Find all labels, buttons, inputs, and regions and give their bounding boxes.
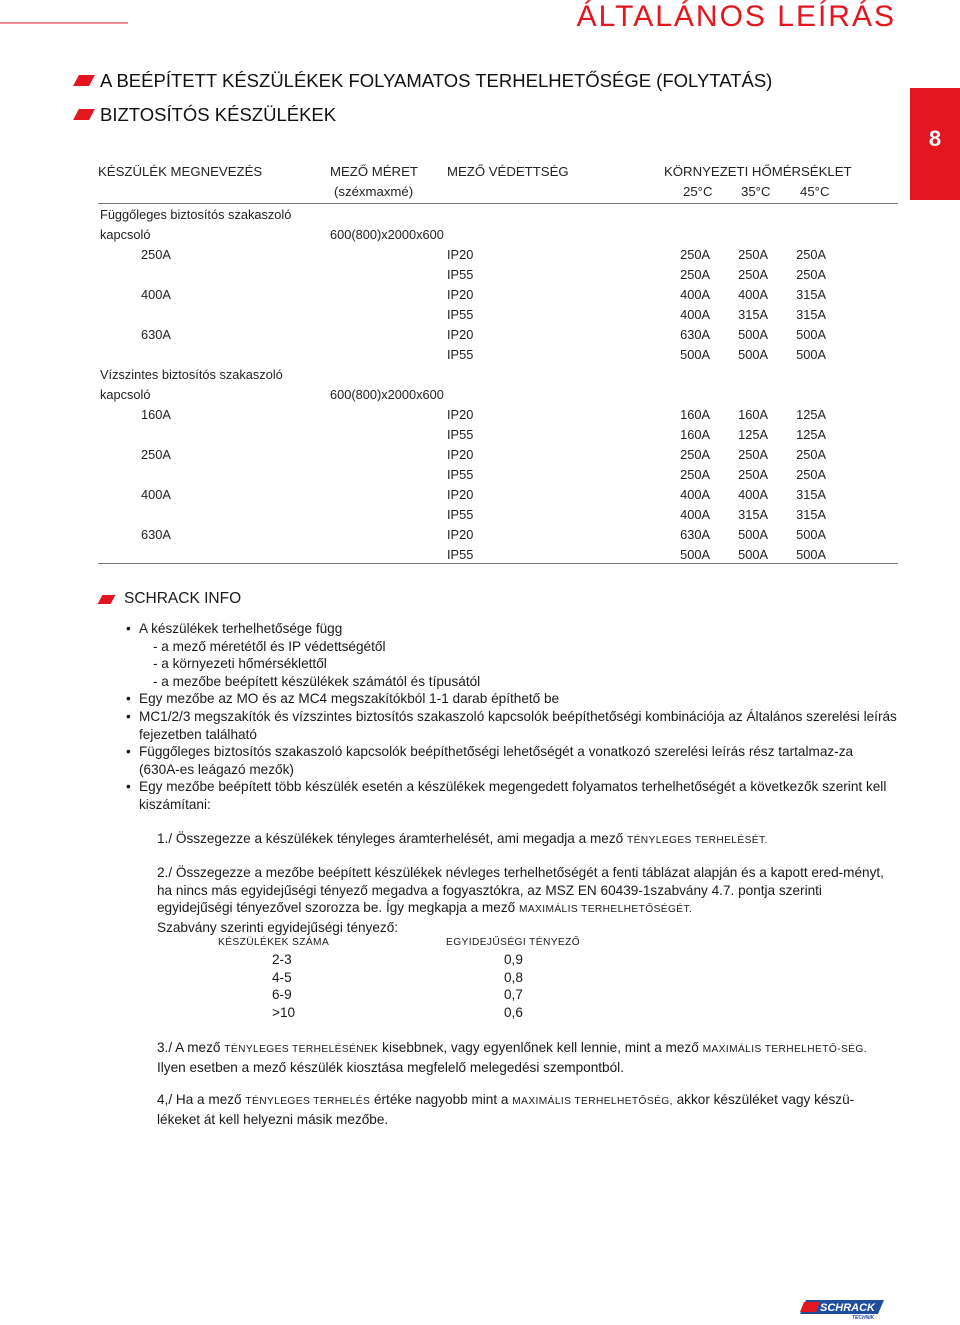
factor-value-cell: 0,8 [504,969,523,985]
value-35c-cell: 250A [738,447,768,462]
col-35c-header: 35°C [741,184,771,199]
list-item: • Egy mezőbe az MO és az MC4 megszakítókból 1-1 darab építhető be [126,691,560,707]
sub-item: - a környezeti hőmérséklettől [153,656,327,672]
ip-cell: IP55 [447,267,474,282]
value-25c-cell: 400A [680,287,710,302]
step-4: 4,/ Ha a mező TÉNYLEGES TERHELÉS értéke nagyobb mint a MAXIMÁLIS TERHELHETŐSÉG, akkor készüléket vagy készü-lékeket át kell helyezni másik mezőbe. [157,1092,855,1127]
factor-count-cell: 2-3 [272,952,292,967]
sub-item: - a mező méretétől és IP védettségétől [153,638,386,654]
value-25c-cell: 250A [680,467,710,482]
ip-cell: IP20 [447,287,474,302]
red-bullet-icon [73,75,95,86]
list-item: • Egy mezőbe beépített több készülék esetén a készülékek megengedett folyamatos terhelhetőségét a következők szerint kell kiszámítani: [126,779,887,812]
rating-cell: 250A [141,447,171,462]
group-name: Függőleges biztosítós szakaszoló [100,207,292,222]
field-size: 600(800)x2000x600 [330,227,444,242]
group-name-cont: kapcsoló [100,227,151,242]
value-35c-cell: 400A [738,487,768,502]
section-subtitle: BIZTOSÍTÓS KÉSZÜLÉKEK [100,104,336,126]
section-title: A BEÉPÍTETT KÉSZÜLÉKEK FOLYAMATOS TERHELHETŐSÉGE (FOLYTATÁS) [100,70,772,92]
value-35c-cell: 500A [738,347,768,362]
value-25c-cell: 630A [680,527,710,542]
factor-value-cell: 0,7 [504,987,523,1002]
rating-cell: 160A [141,407,171,422]
ip-cell: IP55 [447,427,474,442]
value-25c-cell: 400A [680,507,710,522]
factor-count-cell: 6-9 [272,987,292,1002]
value-35c-cell: 125A [738,427,768,442]
sub-item: - a mezőbe beépített készülékek számától és típusától [153,673,481,689]
factor-value-header: EGYIDEJŰSÉGI TÉNYEZŐ [446,937,581,948]
info-title: SCHRACK INFO [124,590,241,608]
rating-cell: 250A [141,247,171,262]
field-size: 600(800)x2000x600 [330,387,444,402]
schrack-logo-icon [800,1298,884,1320]
factor-count-cell: >10 [272,1004,296,1020]
col-temp-header: KÖRNYEZETI HŐMÉRSÉKLET [664,164,852,179]
col-25c-header: 25°C [683,184,713,199]
chapter-number: 8 [928,126,942,151]
value-45c-cell: 500A [796,327,826,342]
ip-cell: IP55 [447,507,474,522]
group-name-cont: kapcsoló [100,387,151,402]
value-35c-cell: 160A [738,407,768,422]
svg-text:SCHRACK: SCHRACK [820,1302,875,1314]
ip-cell: IP55 [447,307,474,322]
factor-count-header: KÉSZÜLÉKEK SZÁMA [218,937,330,948]
value-45c-cell: 250A [796,247,826,262]
value-45c-cell: 500A [796,547,826,562]
value-45c-cell: 125A [796,407,826,422]
chapter-tab [910,88,960,200]
col-45c-header: 45°C [800,184,830,199]
factor-value-cell: 0,6 [504,1004,523,1020]
value-45c-cell: 250A [796,467,826,482]
value-25c-cell: 630A [680,327,710,342]
value-25c-cell: 400A [680,487,710,502]
value-25c-cell: 500A [680,347,710,362]
value-45c-cell: 315A [796,307,826,322]
value-25c-cell: 400A [680,307,710,322]
group-name: Vízszintes biztosítós szakaszoló [100,367,283,382]
list-item: • A készülékek terhelhetősége függ - a mező méretétől és IP védettségétől - a környezeti hőmérséklettől - a mezőbe beépített készülékek számától és típusától [127,620,897,690]
table-bottom-rule [98,563,898,564]
value-35c-cell: 250A [738,467,768,482]
header-rule [0,22,128,24]
value-35c-cell: 500A [738,527,768,542]
value-45c-cell: 500A [796,527,826,542]
value-45c-cell: 250A [796,267,826,282]
step-1: 1./ Összegezze a készülékek tényleges áramterhelését, ami megadja a mező TÉNYLEGES TERHELÉSÉT. [157,831,768,846]
value-35c-cell: 500A [738,327,768,342]
value-35c-cell: 250A [738,247,768,262]
rating-cell: 630A [141,327,171,342]
value-45c-cell: 500A [796,347,826,362]
value-25c-cell: 250A [680,267,710,282]
value-35c-cell: 315A [738,307,768,322]
svg-text:TECHNIK: TECHNIK [852,1315,875,1320]
value-35c-cell: 400A [738,287,768,302]
ip-cell: IP20 [447,407,474,422]
value-25c-cell: 250A [680,247,710,262]
list-item: • MC1/2/3 megszakítók és vízszintes biztosítós szakaszoló kapcsolók beépíthetőségi kombinációja az Általános szerelési leírás fejezetben található [126,708,897,742]
list-item: • Függőleges biztosítós szakaszoló kapcsolók beépíthetőségi lehetőségét a vonatkozó szerelési leírás rész tartalmaz-za (630A-es leágazó mezők) [126,744,854,777]
table-header-rule [98,203,898,204]
value-35c-cell: 250A [738,267,768,282]
ip-cell: IP55 [447,347,474,362]
ip-cell: IP55 [447,467,474,482]
col-size-header: MEZŐ MÉRET [330,164,418,179]
value-45c-cell: 315A [796,287,826,302]
rating-cell: 400A [141,487,171,502]
step-2: 2./ Összegezze a mezőbe beépített készülékek névleges terhelhetőségét a fenti táblázat alapján és a kapott ered-ményt, ha nincs más egyidejűségi tényező megadva a fogyasztókra, az MSZ EN 60439-1szabvány 4.7. pontja szerinti egyidejűségi tényezővel szorozza be. Így megkapja a mező MAXIMÁLIS TERHELHETŐSÉGÉT. Szabvány szerinti egyidejűségi tényező: [157,865,884,935]
step-3: 3./ A mező TÉNYLEGES TERHELÉSÉNEK kisebbnek, vagy egyenlőnek kell lennie, mint a mező MAXIMÁLIS TERHELHETŐ-SÉG. Ilyen esetben a mező készülék kiosztása megfelelő melegedési szempontból. [157,1040,867,1075]
value-25c-cell: 160A [680,407,710,422]
ip-cell: IP55 [447,547,474,562]
factor-count-cell: 4-5 [272,969,292,985]
rating-cell: 400A [141,287,171,302]
col-protection-header: MEZŐ VÉDETTSÉG [447,164,569,179]
col-size-subheader: (széxmaxmé) [334,184,414,199]
ip-cell: IP20 [447,527,474,542]
ip-cell: IP20 [447,487,474,502]
value-45c-cell: 315A [796,507,826,522]
value-25c-cell: 250A [680,447,710,462]
value-35c-cell: 315A [738,507,768,522]
value-35c-cell: 500A [738,547,768,562]
red-bullet-icon [73,109,95,120]
col-device-header: KÉSZÜLÉK MEGNEVEZÉS [98,164,263,179]
value-45c-cell: 250A [796,447,826,462]
value-25c-cell: 160A [680,427,710,442]
info-list [127,620,897,814]
page-header-title: ÁLTALÁNOS LEÍRÁS [576,0,896,33]
ip-cell: IP20 [447,447,474,462]
schrack-logo [800,1298,884,1325]
factor-value-cell: 0,9 [504,952,523,967]
ip-cell: IP20 [447,327,474,342]
ip-cell: IP20 [447,247,474,262]
rating-cell: 630A [141,527,171,542]
value-45c-cell: 315A [796,487,826,502]
red-bullet-icon [98,595,116,604]
value-25c-cell: 500A [680,547,710,562]
value-45c-cell: 125A [796,427,826,442]
